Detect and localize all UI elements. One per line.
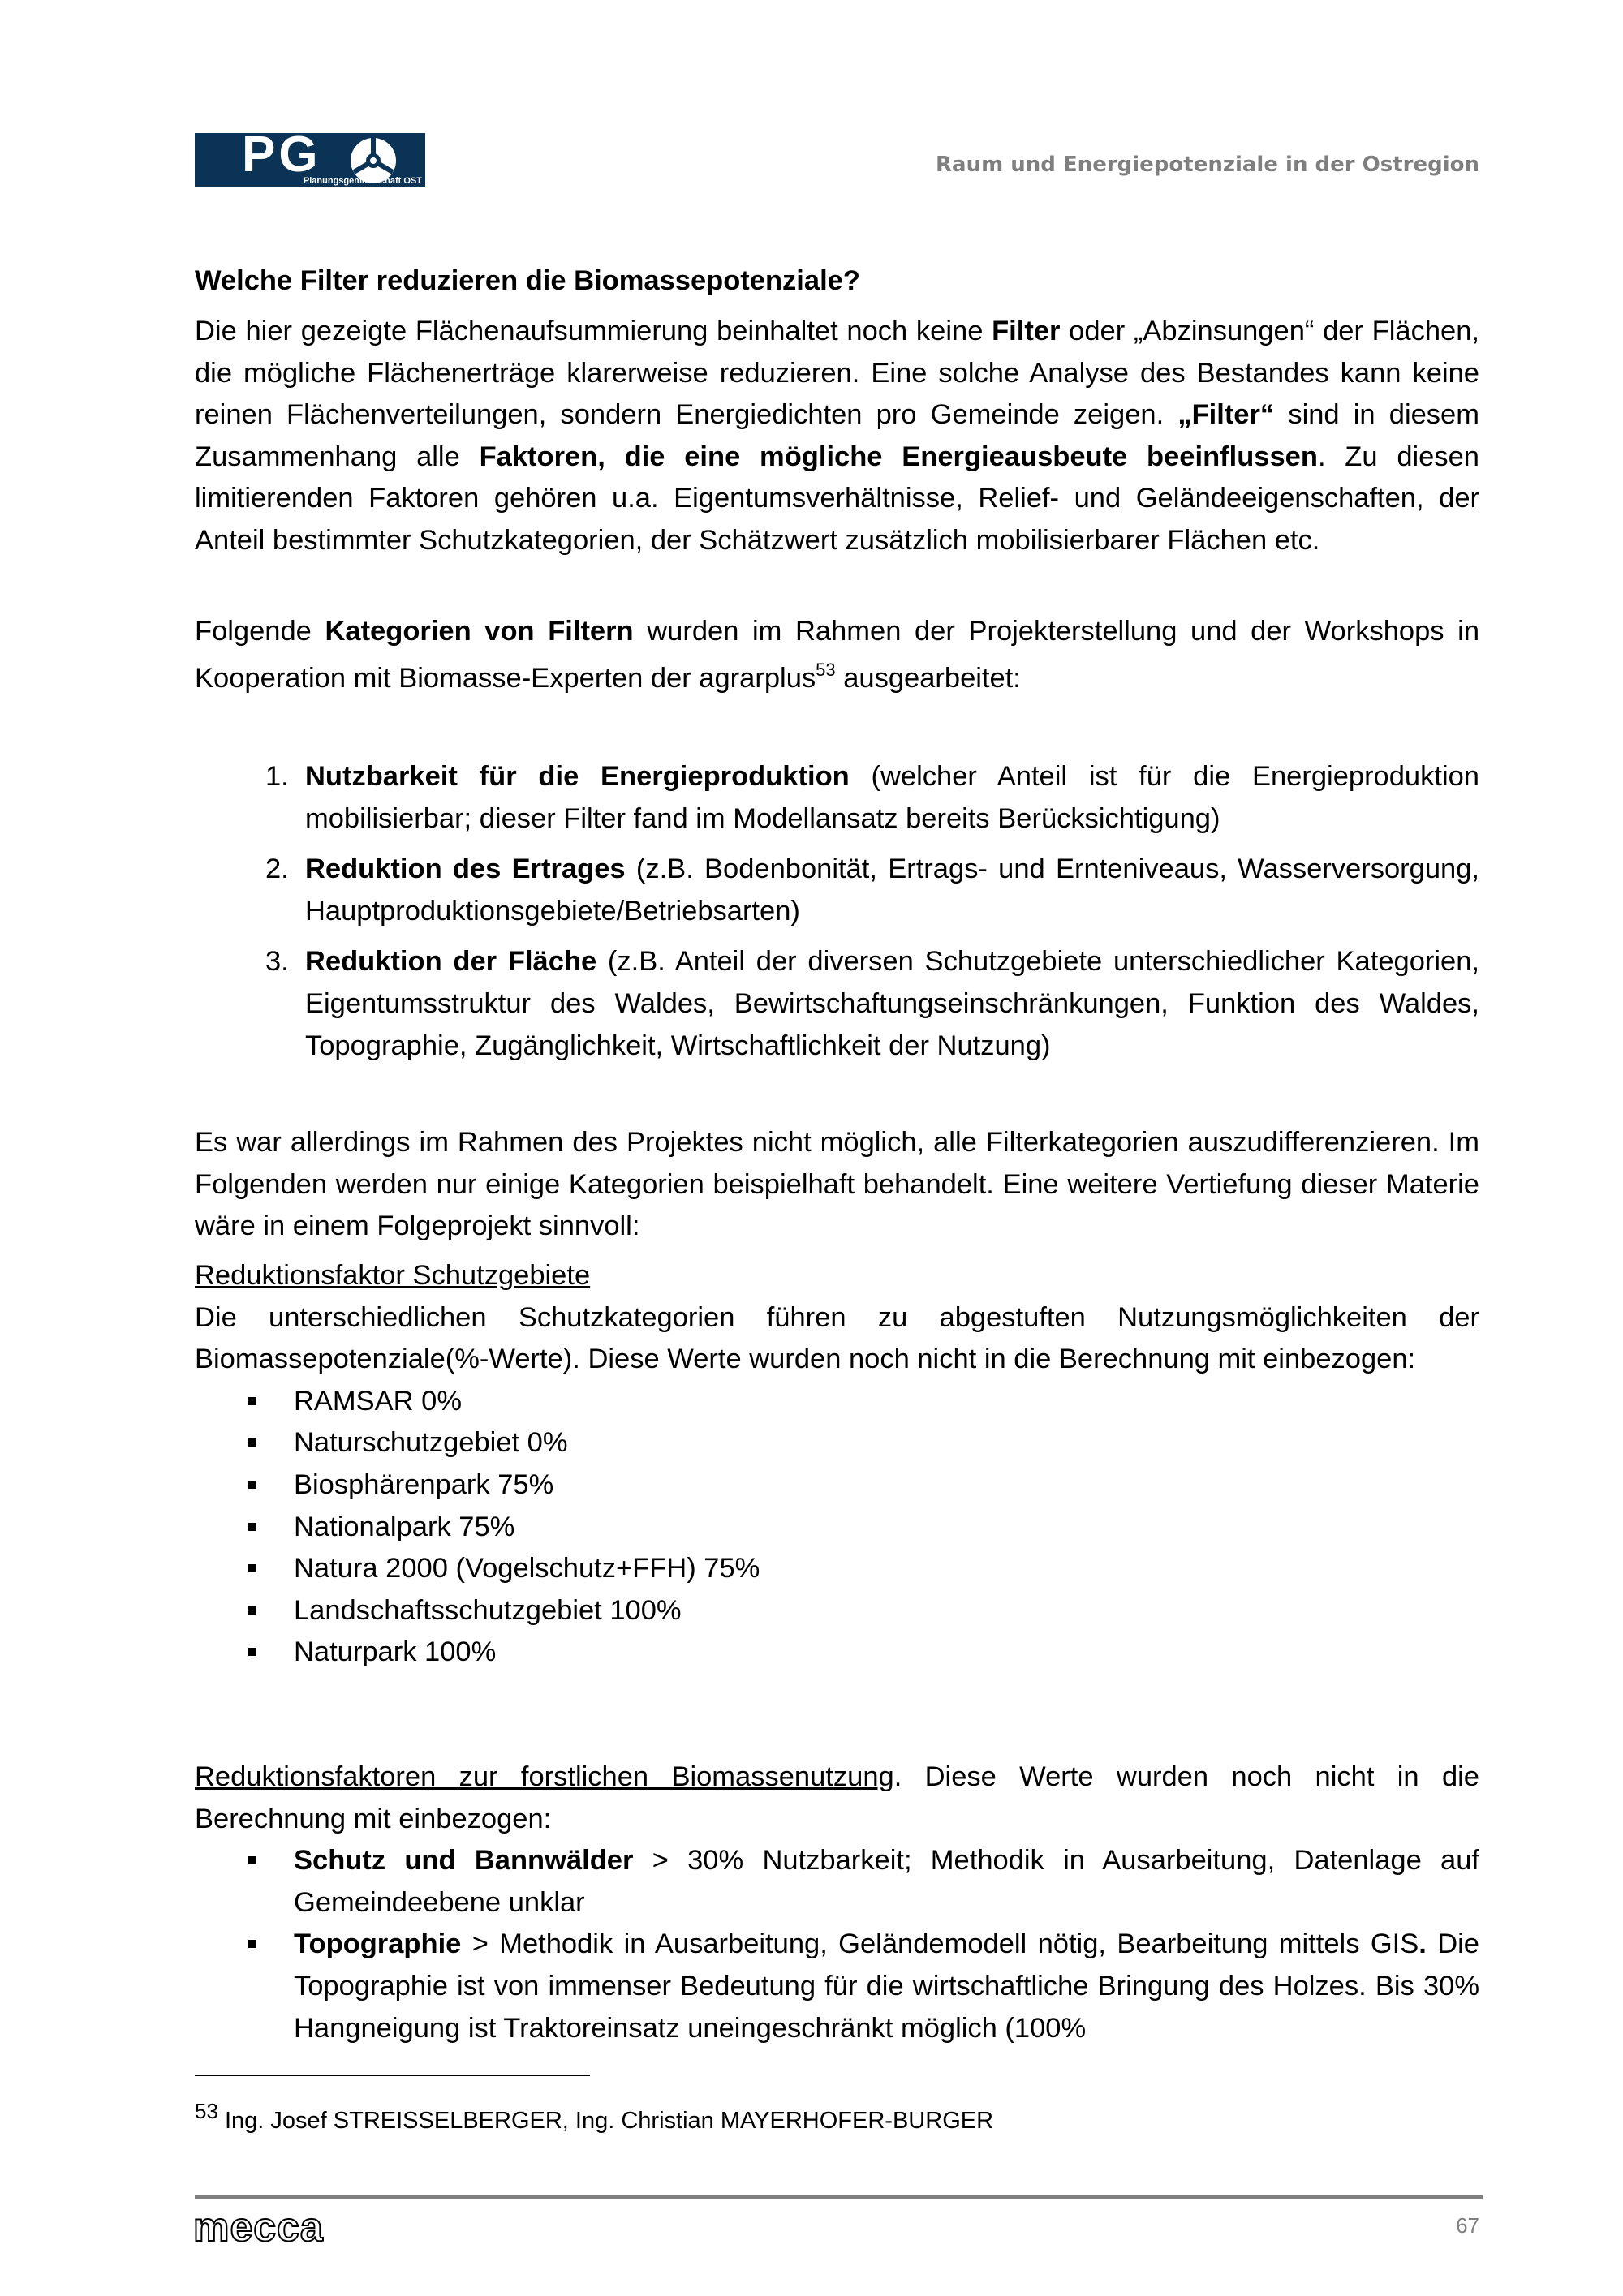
mecca-logo: mecca — [193, 2204, 324, 2250]
text-segment: Die hier gezeigte Flächenaufsummierung beinhaltet noch keine — [195, 316, 992, 346]
bullet-icon — [248, 1856, 256, 1864]
list-item-text: Naturschutzgebiet 0% — [294, 1427, 568, 1459]
list-number: 1. — [265, 761, 289, 792]
list-item-text — [294, 1845, 1479, 1918]
text-segment: > 30% Nutzbarkeit; Methodik in Ausarbeitung, Datenlage auf Gemeindeebene unklar — [294, 1845, 1479, 1918]
text-segment: ausgearbeitet: — [835, 663, 1021, 694]
rich-text — [195, 608, 1479, 702]
list-item — [195, 1381, 1479, 1423]
list-item-text: Natura 2000 (Vogelschutz+FFH) 75% — [294, 1553, 760, 1584]
list-item-text: Nationalpark 75% — [294, 1511, 515, 1542]
footnote-ref: 53 — [816, 660, 836, 680]
paragraph-3-text: Es war allerdings im Rahmen des Projektes nicht möglich, alle Filterkategorien auszudifferenzieren. Im Folgenden werden nur einige Kategorien beispielhaft behandelt. Eine weitere Vertiefung dieser Materie wäre in einem Folgeprojekt sinnvoll: — [195, 1127, 1479, 1242]
pgo-logo — [195, 133, 425, 187]
section-text: Die unterschiedlichen Schutzkategorien führen zu abgestuften Nutzungsmöglichkeiten der Biomassepotenziale(%-Werte). Diese Werte wurden noch nicht in die Berechnung mit einbezogen: — [195, 1301, 1479, 1375]
rich-text — [305, 946, 1479, 1060]
subheading: Reduktionsfaktor Schutzgebiete — [195, 1260, 591, 1291]
header-title: Raum und Energiepotenziale in der Ostregion — [936, 153, 1479, 177]
rich-text — [305, 853, 1479, 927]
text-segment: „Filter“ — [1177, 399, 1275, 431]
text-segment: Reduktion der Fläche — [305, 946, 597, 978]
bullet-icon — [248, 1648, 256, 1656]
list-item — [195, 941, 1479, 1067]
list-item-text: RAMSAR 0% — [294, 1385, 463, 1417]
list-item-text — [294, 1928, 1479, 2043]
paragraph-3 — [195, 1122, 1479, 1248]
paragraph-1 — [195, 311, 1479, 562]
text-segment: wurden im Rahmen der Projekterstellung und der Workshops in Kooperation mit Biomasse-Experten der agrarplus — [195, 616, 1479, 694]
text-segment: . Zu diesen limitierenden Faktoren gehören u.a. Eigentumsverhältnisse, Relief- und Geländeeigenschaften, der Anteil bestimmter Schutzkategorien, der Schätzwert zusätzlich mobilisierbarer Flächen etc. — [195, 441, 1479, 556]
bullet-icon — [248, 1564, 256, 1572]
text-segment: sind in diesem Zusammenhang alle — [195, 399, 1479, 472]
bullet-icon — [248, 1481, 256, 1489]
text-segment: . Diese Werte wurden noch nicht in die Berechnung mit einbezogen: — [195, 1761, 1479, 1834]
text-segment: Schutz und Bannwälder — [294, 1845, 634, 1877]
bullet-icon — [248, 1940, 256, 1948]
list-item-text: Landschaftsschutzgebiet 100% — [294, 1594, 682, 1626]
rich-text — [305, 761, 1479, 834]
bullet-icon — [248, 1606, 256, 1615]
list-item — [195, 1507, 1479, 1549]
list-item — [195, 1590, 1479, 1632]
forst-factors-list — [195, 1840, 1479, 2049]
text-segment: Reduktion des Ertrages — [305, 853, 626, 885]
filter-categories-list — [195, 756, 1479, 1076]
list-item — [195, 756, 1479, 840]
list-number: 3. — [265, 946, 289, 978]
footnote-number: 53 — [195, 2099, 218, 2123]
text-segment: Topographie — [294, 1928, 462, 1960]
list-item — [195, 1464, 1479, 1507]
list-item-text: Biosphärenpark 75% — [294, 1468, 554, 1500]
paragraph-2 — [195, 608, 1479, 702]
text-segment: oder „Abzinsungen“ der Flächen, die mögliche Flächenerträge klarerweise reduzieren. Eine solche Analyse des Bestandes kann keine reinen Flächenverteilungen, sondern Energiedichten pro Gemeinde zeigen. — [195, 316, 1479, 431]
footnote-text: Ing. Josef STREISSELBERGER, Ing. Christian MAYERHOFER-BURGER — [217, 2108, 994, 2134]
footnote — [195, 2099, 994, 2135]
text-segment: . — [1419, 1928, 1427, 1960]
text-segment: (z.B. Bodenbonität, Ertrags- und Ernteniveaus, Wasserversorgung, Hauptproduktionsgebiete/Betriebsarten) — [305, 853, 1479, 927]
text-segment: (welcher Anteil ist für die Energieproduktion mobilisierbar; dieser Filter fand im Modellansatz bereits Berücksichtigung) — [305, 761, 1479, 834]
text-segment: Folgende — [195, 616, 325, 647]
logo-subtitle: Planungsgemeinschaft OST — [303, 176, 422, 186]
text-segment: (z.B. Anteil der diversen Schutzgebiete unterschiedlicher Kategorien, Eigentumsstruktur des Waldes, Bewirtschaftungseinschränkungen, Funktion des Waldes, Topographie, Zugänglichkeit, Wirtschaftlichkeit der Nutzung) — [305, 946, 1480, 1061]
list-item — [195, 1548, 1479, 1590]
text-segment: Reduktionsfaktoren zur forstlichen Biomassenutzung — [195, 1761, 894, 1792]
list-item-text: Naturpark 100% — [294, 1636, 497, 1668]
list-item — [195, 1840, 1479, 1924]
rich-text — [195, 1756, 1479, 1840]
list-item — [195, 1422, 1479, 1464]
text-segment: Die Topographie ist von immenser Bedeutung für die wirtschaftliche Bringung des Holzes. Bis 30% Hangneigung ist Traktoreinsatz uneingeschränkt möglich (100% — [294, 1928, 1479, 2044]
logo-text: PG — [242, 133, 321, 183]
list-item — [195, 1632, 1479, 1674]
section-schutzgebiete — [195, 1255, 1479, 1674]
heading-text: Welche Filter reduzieren die Biomassepotenziale? — [195, 265, 860, 296]
list-item — [195, 1924, 1479, 2049]
footer-divider — [195, 2195, 1483, 2199]
schutzgebiete-list — [195, 1381, 1479, 1674]
footnote-divider — [195, 2075, 590, 2076]
section-forstlich — [195, 1756, 1479, 2049]
bullet-icon — [248, 1397, 256, 1405]
text-segment: Filter — [992, 316, 1061, 346]
list-item — [195, 849, 1479, 932]
section-heading — [195, 260, 1479, 303]
page-number: 67 — [1456, 2213, 1479, 2238]
text-segment: Kategorien von Filtern — [325, 616, 634, 647]
rich-text — [195, 311, 1479, 562]
text-segment: Faktoren, die eine mögliche Energieausbeute beeinflussen — [479, 441, 1318, 472]
bullet-icon — [248, 1438, 256, 1447]
list-number: 2. — [265, 853, 289, 885]
text-segment: Nutzbarkeit für die Energieproduktion — [305, 761, 850, 792]
text-segment: > Methodik in Ausarbeitung, Geländemodell nötig, Bearbeitung mittels GIS — [461, 1928, 1419, 1960]
bullet-icon — [248, 1523, 256, 1531]
